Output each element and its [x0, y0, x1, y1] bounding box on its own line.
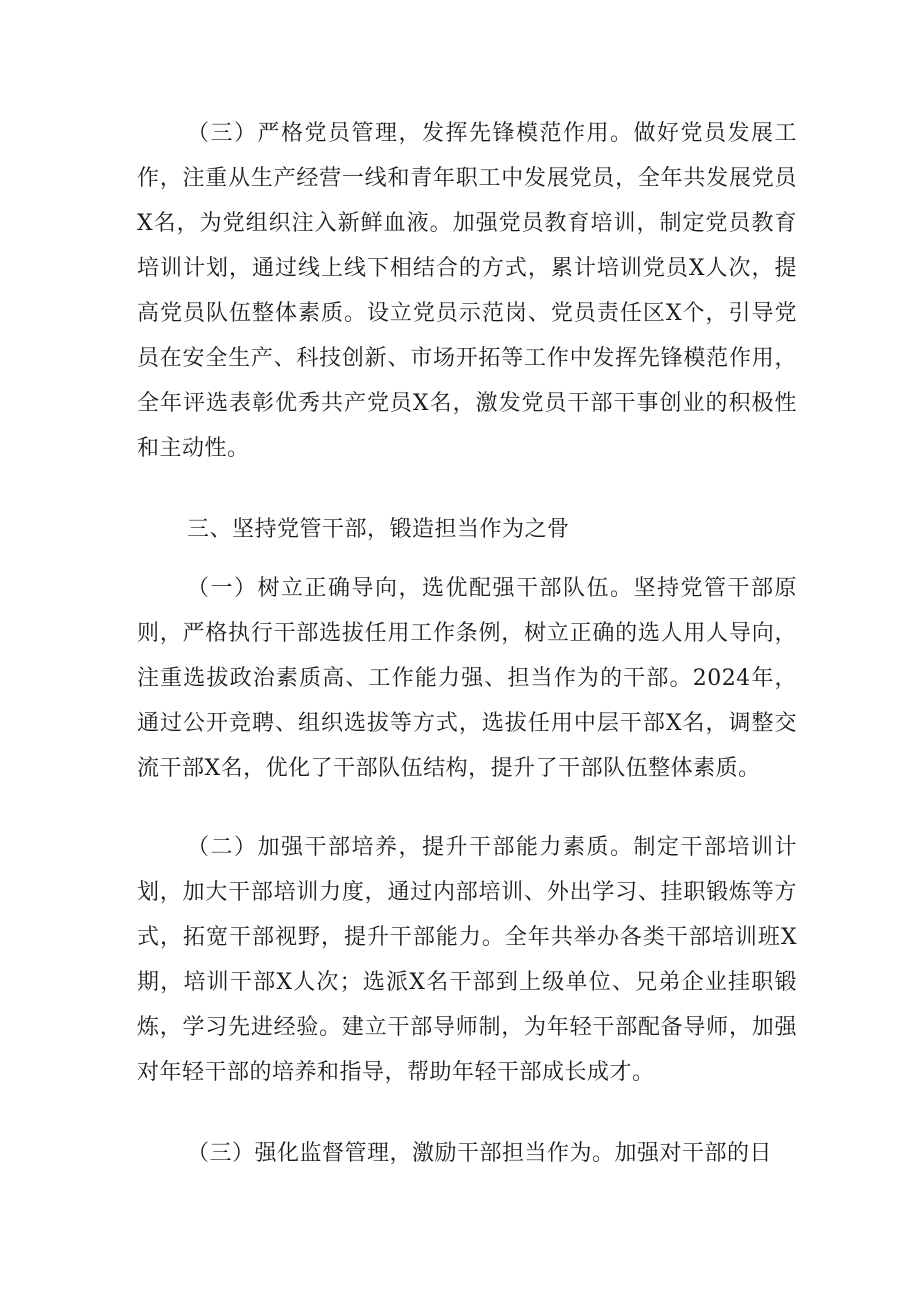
paragraph-cadre-supervision: （三）强化监督管理，激励干部担当作为。加强对干部的日 — [187, 1141, 773, 1166]
paragraph-party-member-management: （三）严格党员管理，发挥先锋模范作用。做好党员发展工作，注重从生产经营一线和青年职工中发展党员，全年共发展党员X名，为党组织注入新鲜血液。加强党员教育培训，制定党员教育培训计划，通过线上线下相结合的方式，累计培训党员X人次，提高党员队伍整体素质。设立党员示范岗、党员责任区X个，引导党员在安全生产、科技创新、市场开拓等工作中发挥先锋模范作用，全年评选表彰优秀共产党员X名，激发党员干部干事创业的积极性和主动性。 — [137, 121, 797, 461]
paragraph-cadre-selection: （一）树立正确导向，选优配强干部队伍。坚持党管干部原则，严格执行干部选拔任用工作条例，树立正确的选人用人导向，注重选拔政治素质高、工作能力强、担当作为的干部。2024年，通过公开竞聘、组织选拔等方式，选拔任用中层干部X名，调整交流干部X名，优化了干部队伍结构，提升了干部队伍整体素质。 — [137, 576, 797, 781]
paragraph-cadre-training: （二）加强干部培养，提升干部能力素质。制定干部培训计划，加大干部培训力度，通过内部培训、外出学习、挂职锻炼等方式，拓宽干部视野，提升干部能力。全年共举办各类干部培训班X期，培训干部X人次；选派X名干部到上级单位、兄弟企业挂职锻炼，学习先进经验。建立干部导师制，为年轻干部配备导师，加强对年轻干部的培养和指导，帮助年轻干部成长成才。 — [137, 835, 797, 1085]
section-heading-cadre-management: 三、坚持党管干部，锻造担当作为之骨 — [187, 517, 570, 542]
